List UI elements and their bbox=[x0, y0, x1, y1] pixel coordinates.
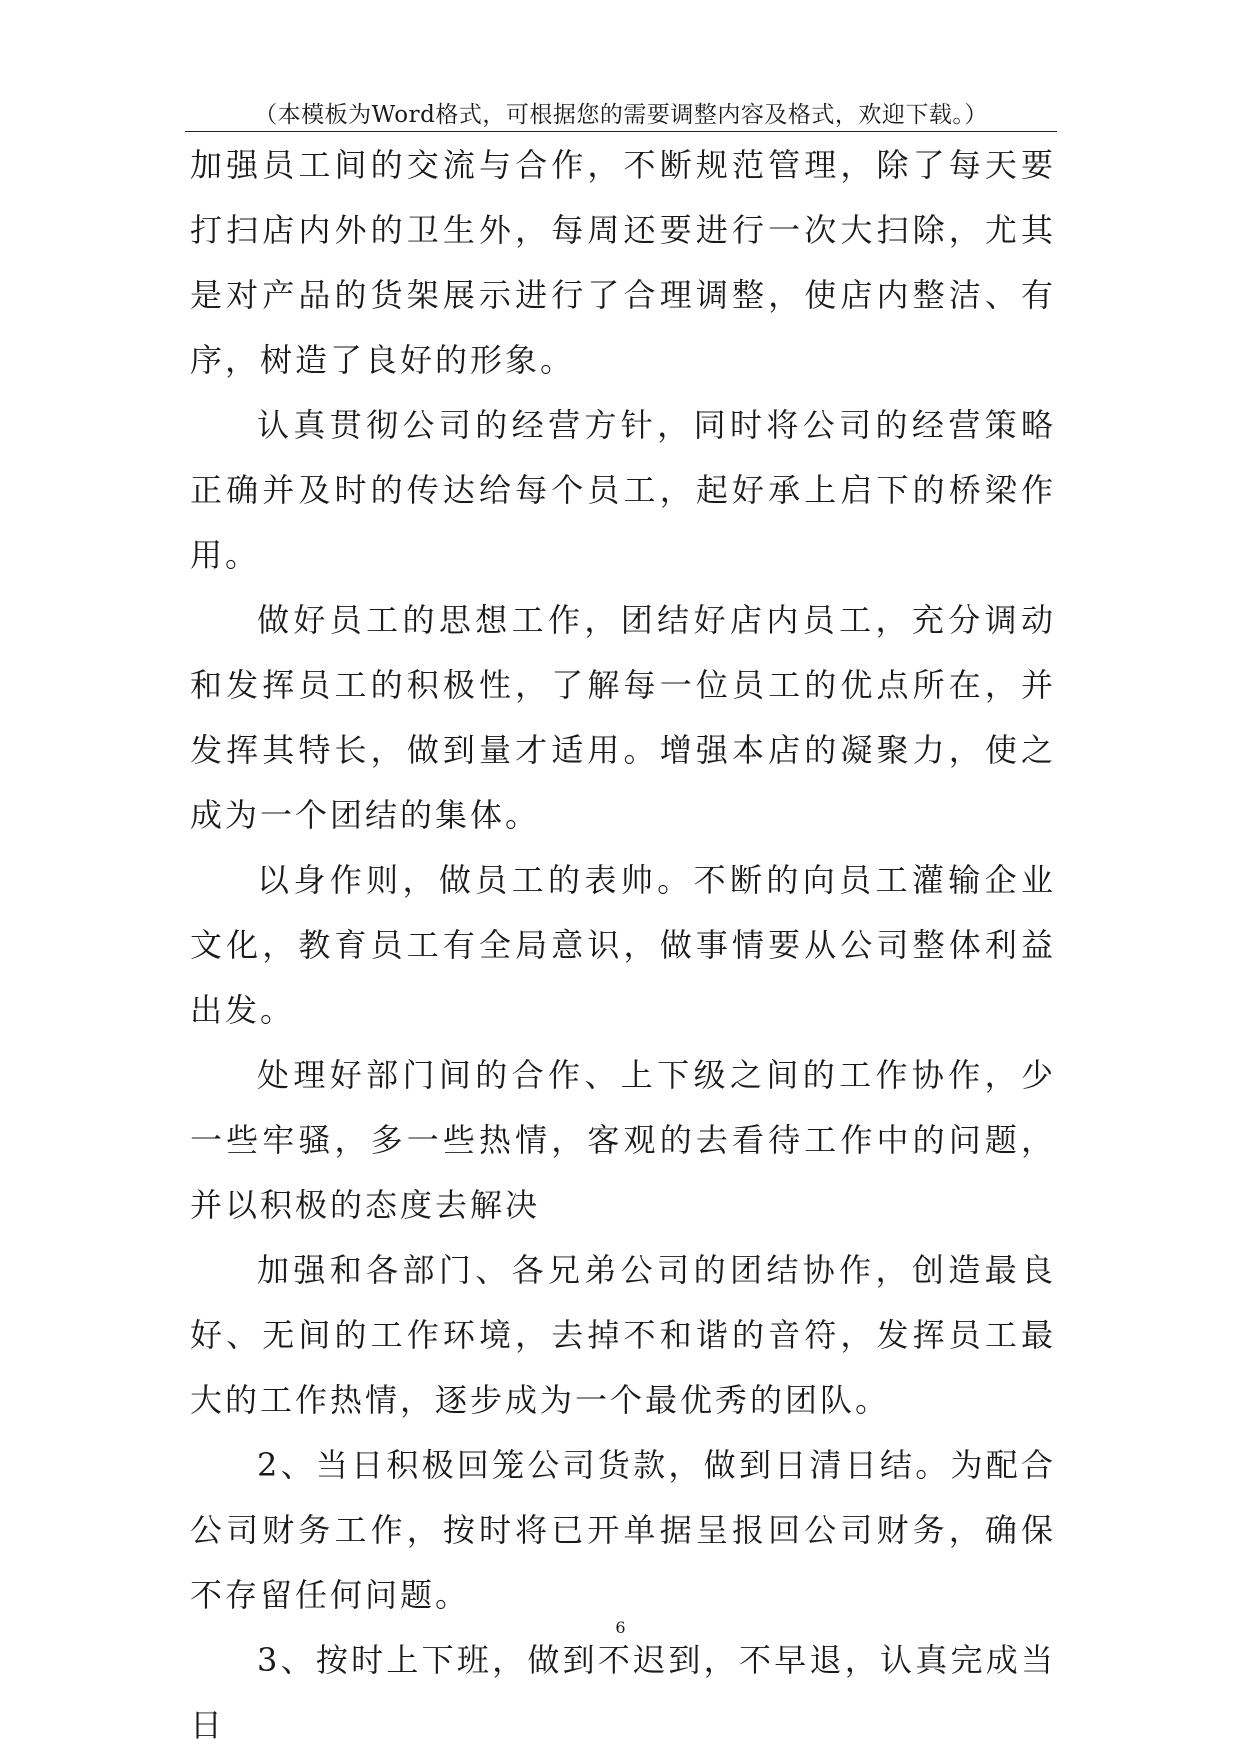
page-header: （本模板为Word格式，可根据您的需要调整内容及格式，欢迎下载。） bbox=[254, 102, 988, 128]
document-body bbox=[190, 133, 1056, 1758]
paragraph-2: 认真贯彻公司的经营方针，同时将公司的经营策略正确并及时的传达给每个员工，起好承上启下的桥梁作用。 bbox=[190, 406, 1056, 574]
paragraph-5: 处理好部门间的合作、上下级之间的工作协作，少一些牢骚，多一些热情，客观的去看待工作中的问题，并以积极的态度去解决 bbox=[190, 1056, 1056, 1224]
header-divider bbox=[185, 131, 1057, 132]
paragraph-4: 以身作则，做员工的表帅。不断的向员工灌输企业文化，教育员工有全局意识，做事情要从公司整体利益出发。 bbox=[190, 861, 1056, 1029]
page-number: 6 bbox=[615, 1618, 626, 1637]
paragraph-3: 做好员工的思想工作，团结好店内员工，充分调动和发挥员工的积极性，了解每一位员工的优点所在，并发挥其特长，做到量才适用。增强本店的凝聚力，使之成为一个团结的集体。 bbox=[190, 601, 1056, 834]
paragraph-7: 2、当日积极回笼公司货款，做到日清日结。为配合公司财务工作，按时将已开单据呈报回公司财务，确保不存留任何问题。 bbox=[190, 1446, 1056, 1614]
paragraph-8: 3、按时上下班，做到不迟到，不早退，认真完成当日 bbox=[190, 1641, 1056, 1744]
paragraph-1: 加强员工间的交流与合作，不断规范管理，除了每天要打扫店内外的卫生外，每周还要进行一次大扫除，尤其是对产品的货架展示进行了合理调整，使店内整洁、有序，树造了良好的形象。 bbox=[190, 146, 1056, 379]
paragraph-6: 加强和各部门、各兄弟公司的团结协作，创造最良好、无间的工作环境，去掉不和谐的音符，发挥员工最大的工作热情，逐步成为一个最优秀的团队。 bbox=[190, 1251, 1056, 1419]
